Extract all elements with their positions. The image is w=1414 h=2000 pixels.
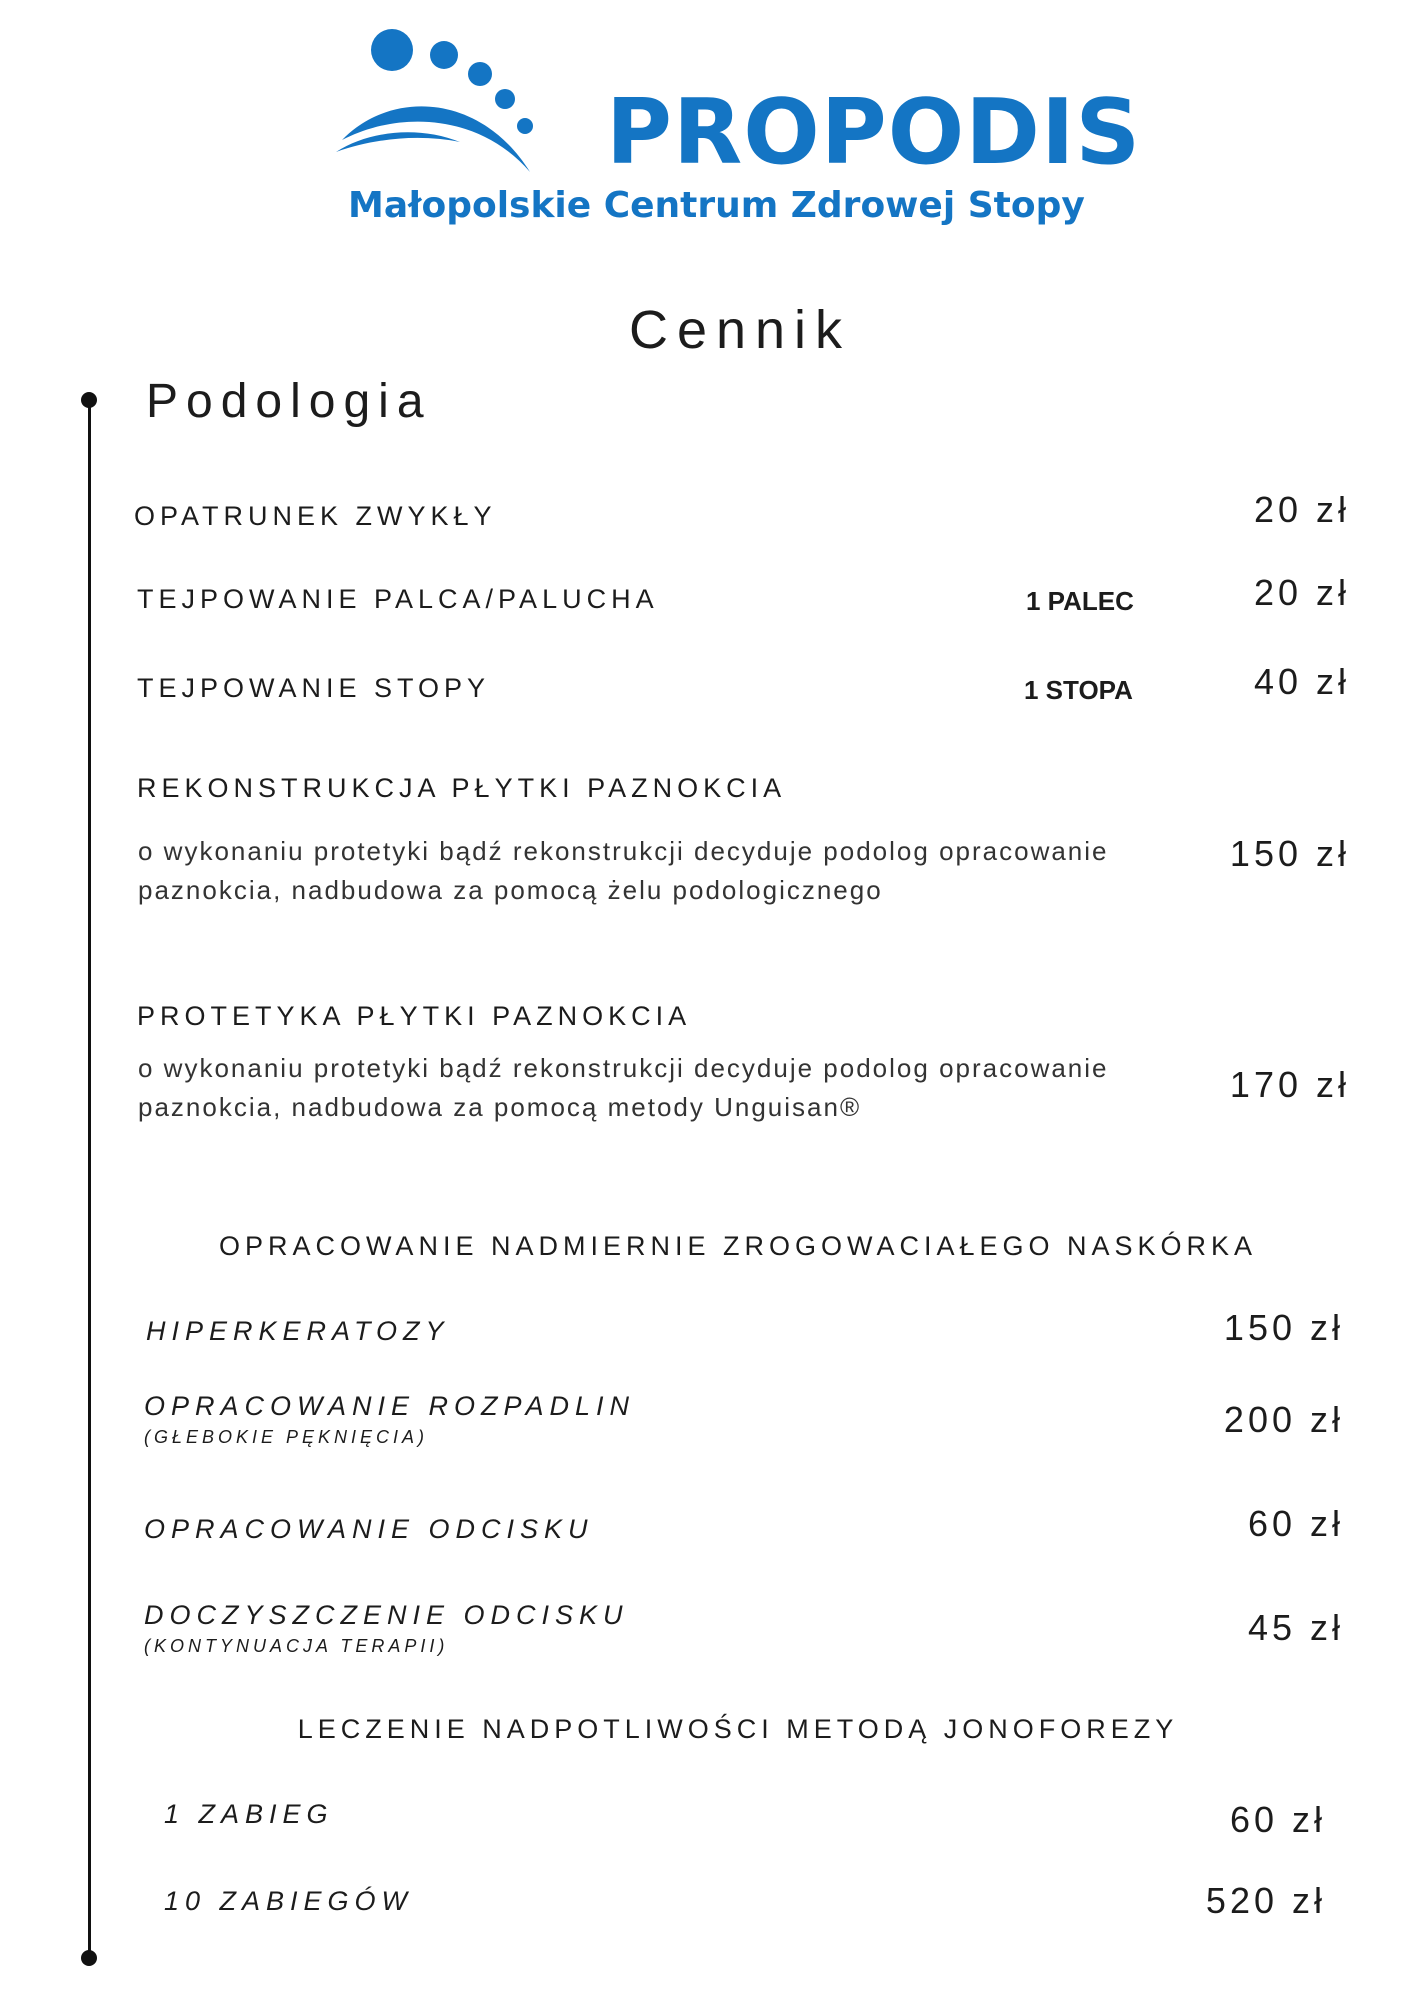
- service-price: 40 zł: [1253, 661, 1350, 702]
- brand-tagline: Małopolskie Centrum Zdrowej Stopy: [348, 185, 1085, 226]
- service-label: OPRACOWANIE ROZPADLIN: [144, 1391, 636, 1421]
- service-price: 200 zł: [1223, 1399, 1344, 1440]
- timeline-dot-top: [81, 392, 97, 408]
- page-title: Cennik: [628, 300, 852, 360]
- section-title: Podologia: [146, 375, 432, 428]
- service-description: o wykonaniu protetyki bądź rekonstrukcji decyduje podolog opracowanie paznokcia, nadbudowa za pomocą żelu podologicznego: [138, 836, 1109, 905]
- subsection-heading: OPRACOWANIE NADMIERNIE ZROGOWACIAŁEGO NASKÓRKA: [218, 1231, 1258, 1261]
- service-price: 20 zł: [1253, 489, 1350, 530]
- brand-name: PROPODIS: [606, 80, 1142, 185]
- service-label: 1 ZABIEG: [164, 1799, 334, 1829]
- service-label: HIPERKERATOZY: [146, 1316, 450, 1346]
- service-price: 150 zł: [1223, 1307, 1344, 1348]
- subsection-heading: LECZENIE NADPOTLIWOŚCI METODĄ JONOFOREZY: [297, 1714, 1179, 1744]
- service-unit: 1 STOPA: [1024, 675, 1133, 705]
- service-price: 60 zł: [1247, 1503, 1344, 1544]
- service-label: PROTETYKA PŁYTKI PAZNOKCIA: [137, 1001, 692, 1031]
- service-description: o wykonaniu protetyki bądź rekonstrukcji decyduje podolog opracowanie paznokcia, nadbudowa za pomocą metody Unguisan®: [138, 1053, 1109, 1122]
- service-label: 10 ZABIEGÓW: [164, 1886, 414, 1916]
- service-unit: 1 PALEC: [1026, 586, 1134, 616]
- service-label: REKONSTRUKCJA PŁYTKI PAZNOKCIA: [137, 773, 787, 803]
- service-price: 20 zł: [1253, 572, 1350, 613]
- service-label: OPATRUNEK ZWYKŁY: [134, 501, 497, 531]
- service-price: 170 zł: [1229, 1064, 1350, 1105]
- service-sublabel: (GŁEBOKIE PĘKNIĘCIA): [144, 1427, 429, 1447]
- service-sublabel: (KONTYNUACJA TERAPII): [144, 1636, 449, 1656]
- service-price: 150 zł: [1229, 833, 1350, 874]
- service-label: TEJPOWANIE STOPY: [137, 673, 491, 703]
- service-price: 520 zł: [1205, 1880, 1326, 1921]
- service-label: TEJPOWANIE PALCA/PALUCHA: [137, 584, 659, 614]
- logo-icon: [330, 22, 570, 182]
- service-label: OPRACOWANIE ODCISKU: [144, 1514, 594, 1544]
- service-label: DOCZYSZCZENIE ODCISKU: [144, 1600, 629, 1630]
- service-price: 45 zł: [1247, 1607, 1344, 1648]
- service-price: 60 zł: [1229, 1799, 1326, 1840]
- timeline-dot-bottom: [81, 1950, 97, 1966]
